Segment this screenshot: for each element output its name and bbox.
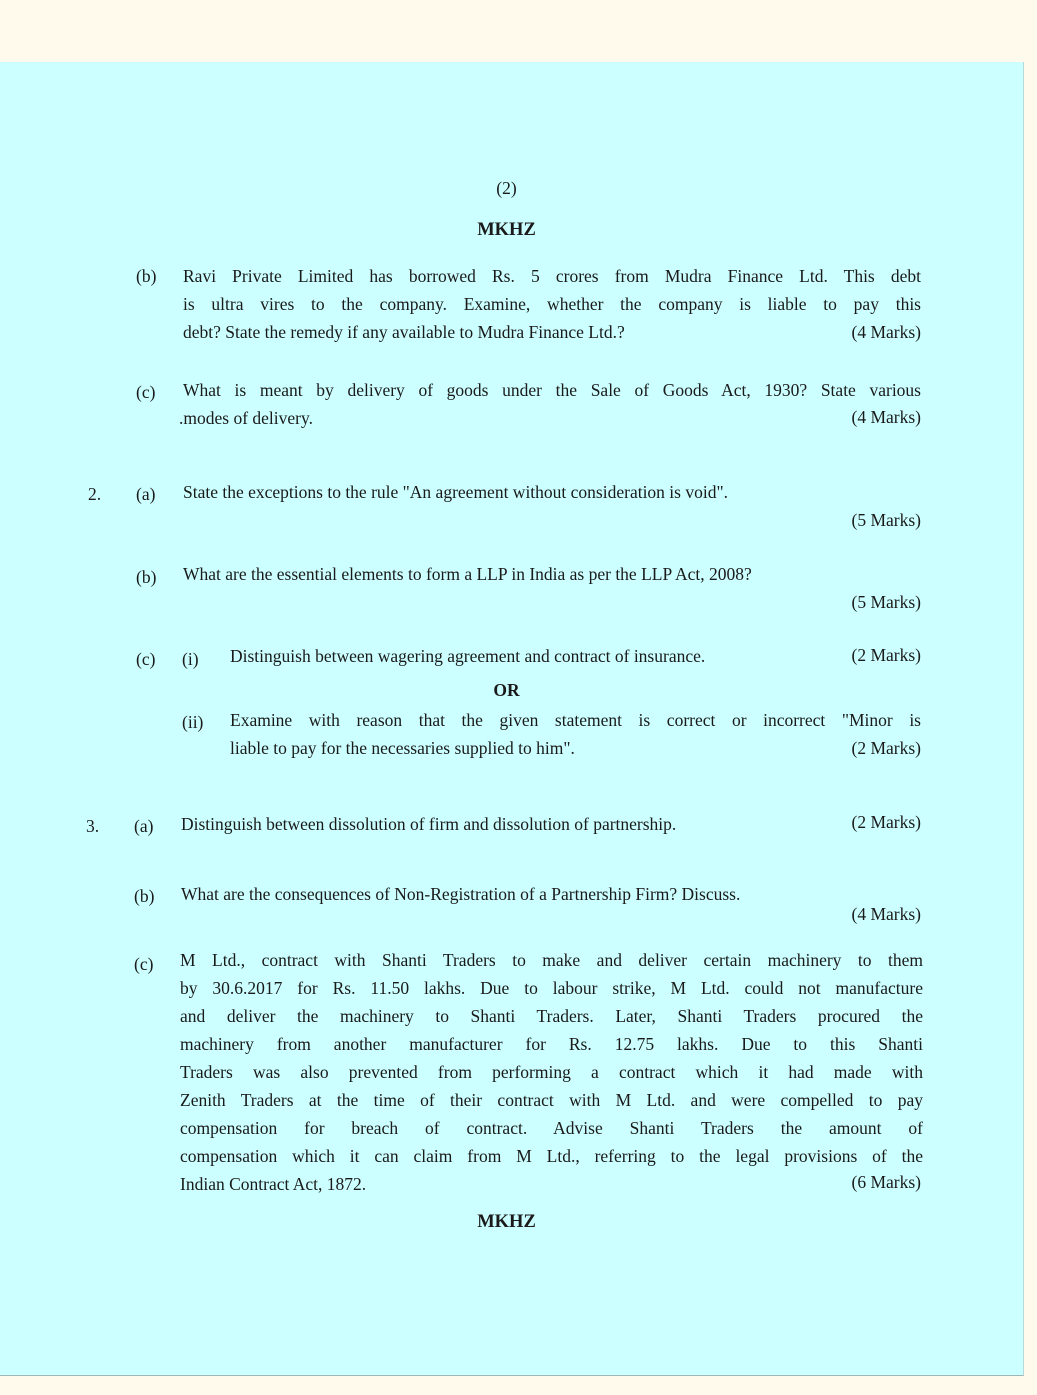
subpart-label: (i) bbox=[182, 649, 199, 669]
marks-label: (2 Marks) bbox=[851, 812, 921, 832]
part-label: (c) bbox=[136, 382, 156, 402]
question-text bbox=[179, 376, 921, 432]
marks-label: (4 Marks) bbox=[851, 407, 921, 427]
text-line: Zenith Traders at the time of their contract with M Ltd. and were compelled to pay bbox=[180, 1090, 923, 1110]
marks-label: (2 Marks) bbox=[851, 738, 921, 758]
question-text: What are the consequences of Non-Registration of a Partnership Firm? Discuss. bbox=[181, 884, 741, 904]
text-line: debt? State the remedy if any available to Mudra Finance Ltd.? bbox=[183, 322, 625, 342]
text-line: Examine with reason that the given statement is correct or incorrect "Minor is bbox=[230, 710, 921, 730]
part-label: (b) bbox=[136, 567, 157, 587]
page-number: (2) bbox=[496, 178, 517, 198]
marks-label: (5 Marks) bbox=[851, 592, 921, 612]
marks-label: (2 Marks) bbox=[851, 645, 921, 665]
or-label: OR bbox=[493, 680, 520, 700]
text-line: Ravi Private Limited has borrowed Rs. 5 crores from Mudra Finance Ltd. This debt bbox=[183, 266, 921, 286]
text-line: and deliver the machinery to Shanti Traders. Later, Shanti Traders procured the bbox=[180, 1006, 923, 1026]
footer-code: MKHZ bbox=[477, 1212, 536, 1232]
part-label: (a) bbox=[136, 484, 156, 504]
question-text: State the exceptions to the rule "An agreement without consideration is void". bbox=[183, 482, 728, 502]
part-label: (a) bbox=[134, 816, 154, 836]
text-line: Indian Contract Act, 1872. bbox=[180, 1174, 367, 1194]
text-line: compensation which it can claim from M Ltd., referring to the legal provisions of the bbox=[180, 1146, 923, 1166]
text-line: M Ltd., contract with Shanti Traders to make and deliver certain machinery to them bbox=[180, 950, 923, 970]
subpart-label: (ii) bbox=[182, 712, 204, 732]
text-line: .modes of delivery. bbox=[179, 408, 313, 428]
question-text: Distinguish between dissolution of firm and dissolution of partnership. bbox=[181, 814, 677, 834]
text-line: by 30.6.2017 for Rs. 11.50 lakhs. Due to labour strike, M Ltd. could not manufacture bbox=[180, 978, 923, 998]
text-line: is ultra vires to the company. Examine, whether the company is liable to pay this bbox=[183, 294, 921, 314]
part-label: (c) bbox=[136, 649, 156, 669]
question-text: What are the essential elements to form a LLP in India as per the LLP Act, 2008? bbox=[183, 564, 752, 584]
exam-page bbox=[0, 62, 1024, 1376]
marks-label: (4 Marks) bbox=[851, 904, 921, 924]
text-line: What is meant by delivery of goods under the Sale of Goods Act, 1930? State various bbox=[183, 380, 921, 400]
header-code: MKHZ bbox=[477, 220, 536, 240]
question-text: Distinguish between wagering agreement and contract of insurance. bbox=[230, 646, 706, 666]
part-label: (b) bbox=[134, 886, 155, 906]
question-number: 3. bbox=[86, 816, 100, 836]
question-text bbox=[183, 262, 921, 346]
part-label: (c) bbox=[134, 954, 154, 974]
marks-label: (4 Marks) bbox=[851, 322, 921, 342]
question-number: 2. bbox=[88, 484, 102, 504]
text-line: compensation for breach of contract. Advise Shanti Traders the amount of bbox=[180, 1118, 923, 1138]
part-label: (b) bbox=[136, 266, 157, 286]
question-text bbox=[180, 946, 923, 1198]
question-text bbox=[230, 706, 921, 762]
marks-label: (6 Marks) bbox=[851, 1172, 921, 1192]
text-line: machinery from another manufacturer for Rs. 12.75 lakhs. Due to this Shanti bbox=[180, 1034, 923, 1054]
marks-label: (5 Marks) bbox=[851, 510, 921, 530]
text-line: liable to pay for the necessaries supplied to him". bbox=[230, 738, 575, 758]
text-line: Traders was also prevented from performing a contract which it had made with bbox=[180, 1062, 923, 1082]
